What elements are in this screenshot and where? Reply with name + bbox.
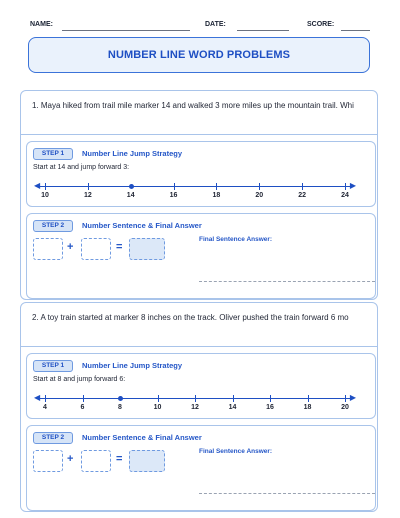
addend-box-2[interactable] — [81, 450, 111, 472]
arrow-right-icon: ▶ — [349, 393, 356, 402]
step1-panel — [26, 353, 376, 419]
tick-label: 10 — [153, 404, 162, 411]
tick-label: 12 — [83, 192, 92, 199]
question-text: 2. A toy train started at marker 8 inches on the track. Oliver pushed the train forward 6 mo — [21, 303, 377, 347]
number-line-tick — [345, 395, 346, 402]
step-title: Number Sentence & Final Answer — [82, 221, 202, 230]
date-label: DATE: — [205, 21, 226, 28]
number-line[interactable] — [35, 392, 355, 414]
problem-card — [20, 90, 378, 300]
number-line-tick — [88, 183, 89, 190]
tick-label: 24 — [341, 192, 349, 199]
number-line-tick — [158, 395, 159, 402]
addend-box-1[interactable] — [33, 450, 63, 472]
name-field[interactable] — [62, 30, 190, 31]
number-line-tick — [302, 183, 303, 190]
tick-label: 20 — [255, 192, 264, 199]
step-badge: STEP 2 — [33, 220, 73, 232]
step2-panel — [26, 425, 376, 511]
start-point-marker — [118, 396, 123, 401]
step-title: Number Line Jump Strategy — [82, 149, 183, 158]
tick-label: 6 — [80, 404, 85, 411]
question-text: 1. Maya hiked from trail mile marker 14 and walked 3 more miles up the mountain trail. Whi — [21, 91, 377, 135]
equals-sign: = — [116, 453, 123, 465]
step2-panel — [26, 213, 376, 299]
problem-card — [20, 302, 378, 512]
addend-box-2[interactable] — [81, 238, 111, 260]
arrow-left-icon: ◀ — [34, 181, 41, 190]
final-answer-line[interactable] — [199, 281, 375, 282]
number-line-tick — [270, 395, 271, 402]
tick-label: 22 — [298, 192, 307, 199]
score-label: SCORE: — [307, 21, 335, 28]
start-point-marker — [129, 184, 134, 189]
step1-panel — [26, 141, 376, 207]
final-answer-label: Final Sentence Answer: — [199, 448, 273, 455]
tick-label: 18 — [303, 404, 312, 411]
final-answer-label: Final Sentence Answer: — [199, 236, 273, 243]
worksheet-header — [30, 18, 370, 34]
final-answer-line[interactable] — [199, 493, 375, 494]
tick-label: 10 — [41, 192, 49, 199]
number-line-axis — [38, 186, 352, 187]
number-line-tick — [195, 395, 196, 402]
name-label: NAME: — [30, 21, 53, 28]
tick-label: 16 — [169, 192, 178, 199]
number-line-tick — [45, 395, 46, 402]
number-line-tick — [308, 395, 309, 402]
tick-label: 20 — [341, 404, 349, 411]
tick-label: 14 — [126, 192, 135, 199]
plus-sign: + — [67, 241, 74, 253]
number-line-tick — [174, 183, 175, 190]
step-badge: STEP 2 — [33, 432, 73, 444]
score-field[interactable] — [341, 30, 370, 31]
number-line[interactable] — [35, 180, 355, 202]
tick-label: 18 — [212, 192, 221, 199]
arrow-left-icon: ◀ — [34, 393, 41, 402]
step-instruction: Start at 14 and jump forward 3: — [33, 164, 130, 171]
tick-label: 14 — [228, 404, 237, 411]
equals-sign: = — [116, 241, 123, 253]
page-title: NUMBER LINE WORD PROBLEMS — [28, 37, 370, 73]
number-line-tick — [216, 183, 217, 190]
step-instruction: Start at 8 and jump forward 6: — [33, 376, 126, 383]
tick-label: 12 — [191, 404, 199, 411]
number-line-tick — [345, 183, 346, 190]
number-line-tick — [259, 183, 260, 190]
plus-sign: + — [67, 453, 74, 465]
sum-box[interactable] — [129, 238, 165, 260]
number-line-tick — [45, 183, 46, 190]
number-line-tick — [83, 395, 84, 402]
number-line-tick — [233, 395, 234, 402]
addend-box-1[interactable] — [33, 238, 63, 260]
step-badge: STEP 1 — [33, 360, 73, 372]
tick-label: 4 — [43, 404, 47, 411]
tick-label: 8 — [118, 404, 122, 411]
step-title: Number Sentence & Final Answer — [82, 433, 202, 442]
step-title: Number Line Jump Strategy — [82, 361, 183, 370]
step-badge: STEP 1 — [33, 148, 73, 160]
tick-label: 16 — [266, 404, 274, 411]
date-field[interactable] — [237, 30, 289, 31]
arrow-right-icon: ▶ — [349, 181, 356, 190]
sum-box[interactable] — [129, 450, 165, 472]
